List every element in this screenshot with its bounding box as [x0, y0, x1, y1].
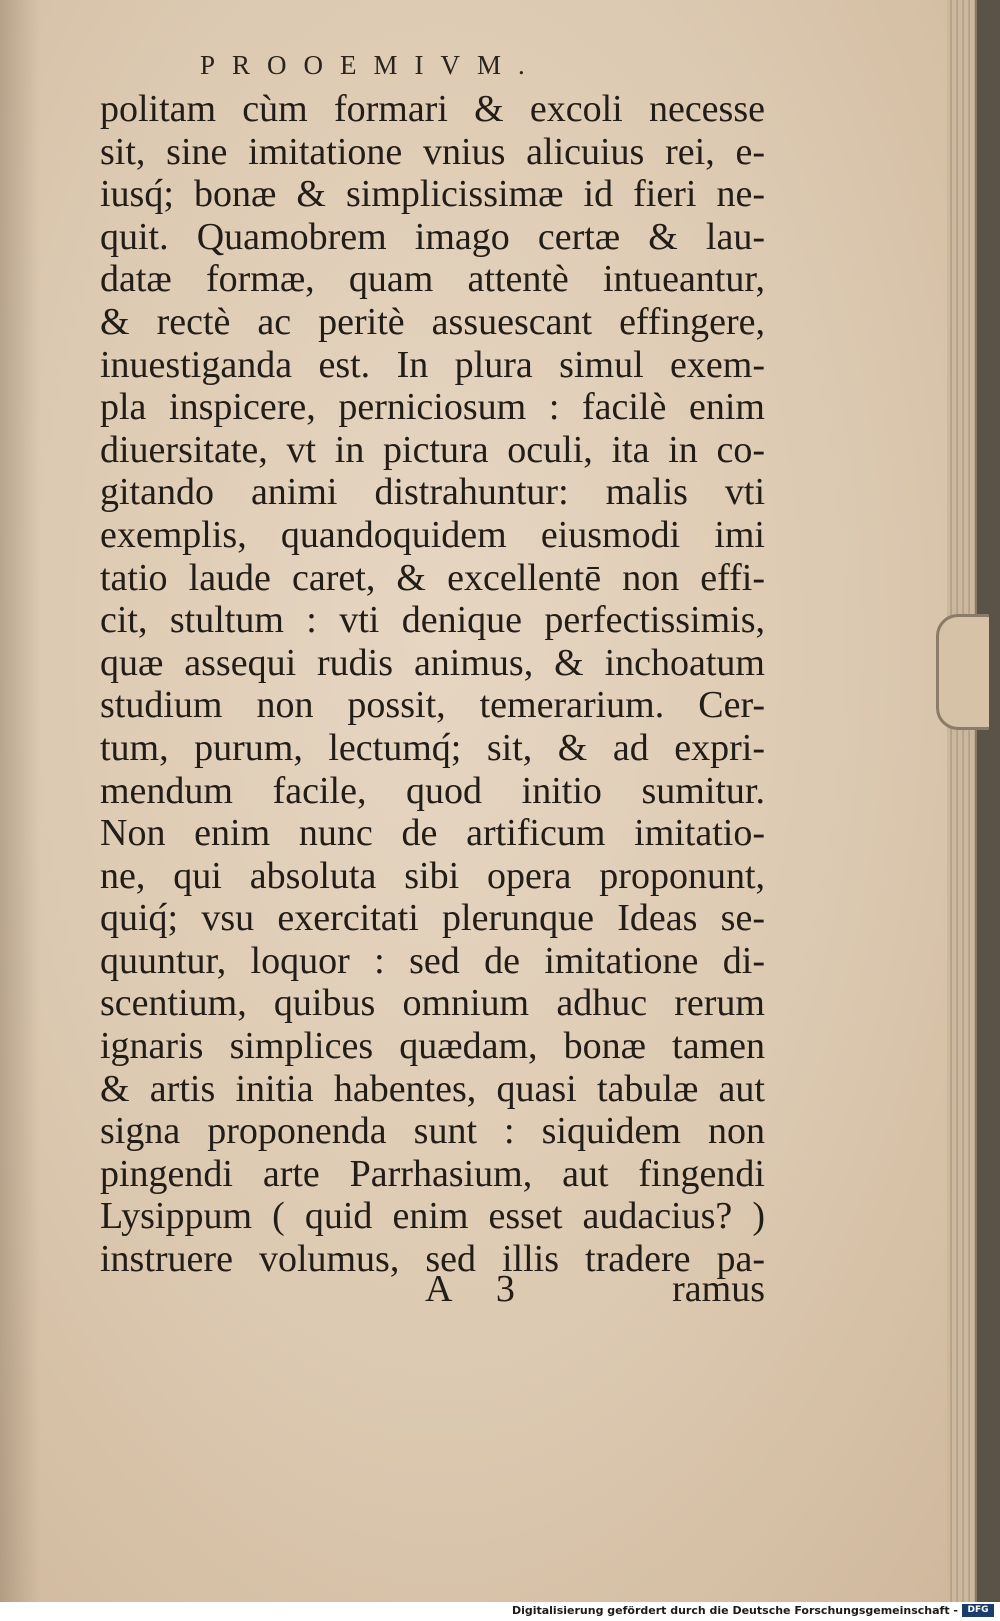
text-line: studium non possit, temerarium. Cer- — [100, 684, 765, 727]
text-line: pla inspicere, perniciosum : facilè enim — [100, 386, 765, 429]
text-line: pingendi arte Parrhasium, aut fingendi — [100, 1152, 765, 1195]
text-line: instruere volumus, sed illis tradere pa- — [100, 1238, 765, 1281]
dfg-logo: DFG — [962, 1604, 994, 1617]
text-line: quæ assequi rudis animus, & inchoatum — [100, 641, 765, 684]
text-line: sit, sine imitatione vnius alicuius rei, e- — [100, 130, 765, 173]
text-line: quuntur, loquor : sed de imitatione di- — [100, 939, 765, 982]
page-edge — [947, 0, 975, 1602]
text-line: signa proponenda sunt : siquidem non — [100, 1110, 765, 1153]
body-text — [100, 88, 765, 1281]
text-line: quiq́; vsu exercitati plerunque Ideas se- — [100, 897, 765, 940]
signature-mark: A 3 — [425, 1268, 533, 1310]
text-line: quit. Quamobrem imago certæ & lau- — [100, 215, 765, 258]
text-line: ignaris simplices quædam, bonæ tamen — [100, 1025, 765, 1068]
spine-shadow — [0, 0, 40, 1602]
text-line: Lysippum ( quid enim esset audacius? ) — [100, 1195, 765, 1238]
text-line: tum, purum, lectumq́; sit, & ad expri- — [100, 726, 765, 769]
text-line: & rectè ac peritè assuescant effingere, — [100, 300, 765, 343]
text-line: gitando animi distrahuntur: malis vti — [100, 471, 765, 514]
text-line: iusq́; bonæ & simplicissimæ id fieri ne- — [100, 173, 765, 216]
text-line: ne, qui absoluta sibi opera proponunt, — [100, 854, 765, 897]
text-line: datæ formæ, quam attentè intueantur, — [100, 258, 765, 301]
text-line: scentium, quibus omnium adhuc rerum — [100, 982, 765, 1025]
running-head: PROOEMIVM. — [200, 50, 542, 80]
text-line: diuersitate, vt in pictura oculi, ita in co- — [100, 428, 765, 471]
funding-credit: Digitalisierung gefördert durch die Deutsche Forschungsgemeinschaft - — [511, 1604, 958, 1617]
text-line: politam cùm formari & excoli necesse — [100, 88, 765, 130]
page-foot — [100, 1267, 765, 1317]
text-line: mendum facile, quod initio sumitur. — [100, 769, 765, 812]
text-line: inuestiganda est. In plura simul exem- — [100, 343, 765, 386]
page-tab — [936, 614, 989, 730]
text-line: & artis initia habentes, quasi tabulæ aut — [100, 1067, 765, 1110]
text-line: Non enim nunc de artificum imitatio- — [100, 812, 765, 855]
text-line: cit, stultum : vti denique perfectissimis, — [100, 599, 765, 642]
text-line: tatio laude caret, & excellentē non effi- — [100, 556, 765, 599]
text-line: exemplis, quandoquidem eiusmodi imi — [100, 513, 765, 556]
catchword: ramus — [672, 1268, 765, 1310]
